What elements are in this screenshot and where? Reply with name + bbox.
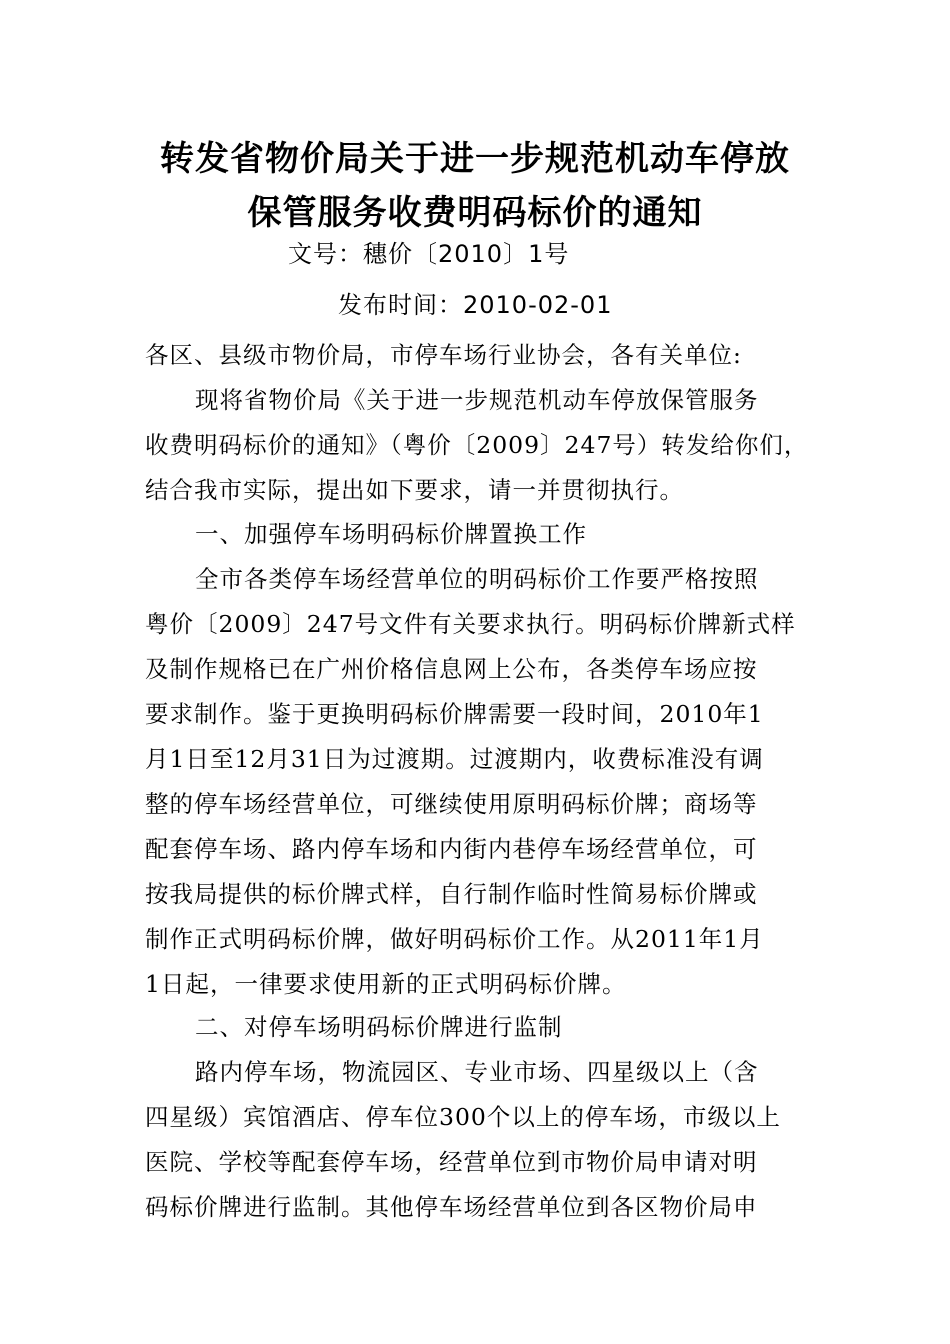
section-1-line: 1日起，一律要求使用新的正式明码标价牌。 xyxy=(145,970,627,998)
section-2-heading: 二、对停车场明码标价牌进行监制 xyxy=(195,1013,563,1041)
section-1-line: 制作正式明码标价牌，做好明码标价工作。从2011年1月 xyxy=(145,925,764,953)
section-2-line: 码标价牌进行监制。其他停车场经营单位到各区物价局申 xyxy=(145,1193,758,1221)
intro-line: 结合我市实际，提出如下要求，请一并贯彻执行。 xyxy=(145,476,684,504)
section-1-line: 粤价〔2009〕247号文件有关要求执行。明码标价牌新式样 xyxy=(145,610,796,638)
section-1-line: 及制作规格已在广州价格信息网上公布，各类停车场应按 xyxy=(145,655,758,683)
section-1-line: 配套停车场、路内停车场和内街内巷停车场经营单位，可 xyxy=(145,835,758,863)
document-title-line-1: 转发省物价局关于进一步规范机动车停放 xyxy=(160,139,790,179)
intro-line: 现将省物价局《关于进一步规范机动车停放保管服务 xyxy=(195,386,759,414)
section-1-heading: 一、加强停车场明码标价牌置换工作 xyxy=(195,520,587,548)
section-1-line: 月1日至12月31日为过渡期。过渡期内，收费标准没有调 xyxy=(145,745,764,773)
section-2-line: 医院、学校等配套停车场，经营单位到市物价局申请对明 xyxy=(145,1148,758,1176)
document-title-line-2: 保管服务收费明码标价的通知 xyxy=(247,193,703,233)
section-1-line: 整的停车场经营单位，可继续使用原明码标价牌；商场等 xyxy=(145,790,758,818)
addressee: 各区、县级市物价局，市停车场行业协会，各有关单位: xyxy=(145,341,742,369)
section-1-line: 按我局提供的标价牌式样，自行制作临时性简易标价牌或 xyxy=(145,880,758,908)
section-1-line: 全市各类停车场经营单位的明码标价工作要严格按照 xyxy=(195,565,759,593)
intro-line: 收费明码标价的通知》（粤价〔2009〕247号）转发给你们， xyxy=(145,431,809,459)
section-2-line: 四星级）宾馆酒店、停车位300个以上的停车场，市级以上 xyxy=(145,1103,781,1131)
section-2-line: 路内停车场，物流园区、专业市场、四星级以上（含 xyxy=(195,1058,759,1086)
publish-date: 发布时间：2010-02-01 xyxy=(338,291,613,319)
document-number: 文号：穗价〔2010〕1号 xyxy=(288,240,570,268)
section-1-line: 要求制作。鉴于更换明码标价牌需要一段时间，2010年1 xyxy=(145,700,764,728)
